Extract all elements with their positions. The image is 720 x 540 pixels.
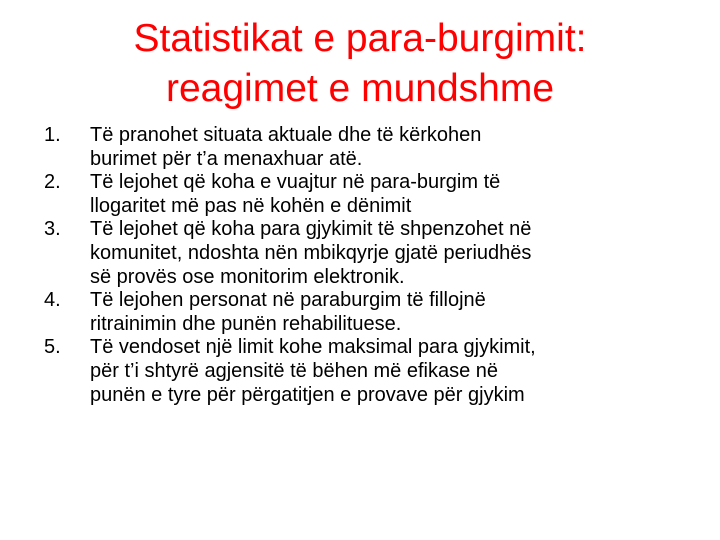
list-item-line: burimet për t’a menaxhuar atë. bbox=[90, 147, 363, 170]
list-item-line: Të lejohen personat në paraburgim të fillojnë bbox=[90, 289, 486, 312]
list-item-line: llogaritet më pas në kohën e dënimit bbox=[90, 194, 412, 217]
list-item-line: Të vendoset një limit kohe maksimal para gjykimit, bbox=[90, 336, 536, 359]
list-item-text bbox=[90, 171, 684, 218]
list-item-line: Të pranohet situata aktuale dhe të kërkohen bbox=[90, 124, 482, 146]
list-item-4 bbox=[44, 289, 684, 336]
slide-title-line-1: Statistikat e para-burgimit: bbox=[133, 17, 587, 60]
list-item-text bbox=[90, 124, 684, 171]
list-item-number: 5. bbox=[44, 336, 61, 359]
list-item-3 bbox=[44, 218, 684, 289]
list-item-number: 4. bbox=[44, 289, 61, 312]
list-item-1 bbox=[44, 124, 684, 171]
slide-title bbox=[40, 14, 680, 114]
list-item-number: 2. bbox=[44, 171, 61, 194]
list-item-line: për t’i shtyrë agjensitë të bëhen më efikase në bbox=[90, 359, 499, 382]
numbered-list bbox=[44, 124, 684, 407]
list-item-5 bbox=[44, 336, 684, 407]
list-item-line: punën e tyre për përgatitjen e provave për gjykim bbox=[90, 383, 525, 406]
list-item-2 bbox=[44, 171, 684, 218]
list-item-line: ritrainimin dhe punën rehabilituese. bbox=[90, 312, 402, 335]
list-item-text bbox=[90, 218, 684, 289]
list-item-number: 1. bbox=[44, 124, 61, 146]
list-item-line: së provës ose monitorim elektronik. bbox=[90, 265, 405, 288]
list-item-line: Të lejohet që koha e vuajtur në para-burgim të bbox=[90, 171, 501, 194]
list-item-line: Të lejohet që koha para gjykimit të shpenzohet në bbox=[90, 218, 532, 241]
list-item-text bbox=[90, 289, 684, 336]
slide-title-line-2: reagimet e mundshme bbox=[165, 67, 555, 110]
list-item-line: komunitet, ndoshta nën mbikqyrje gjatë periudhës bbox=[90, 241, 532, 264]
list-item-number: 3. bbox=[44, 218, 61, 241]
list-item-text bbox=[90, 336, 684, 407]
